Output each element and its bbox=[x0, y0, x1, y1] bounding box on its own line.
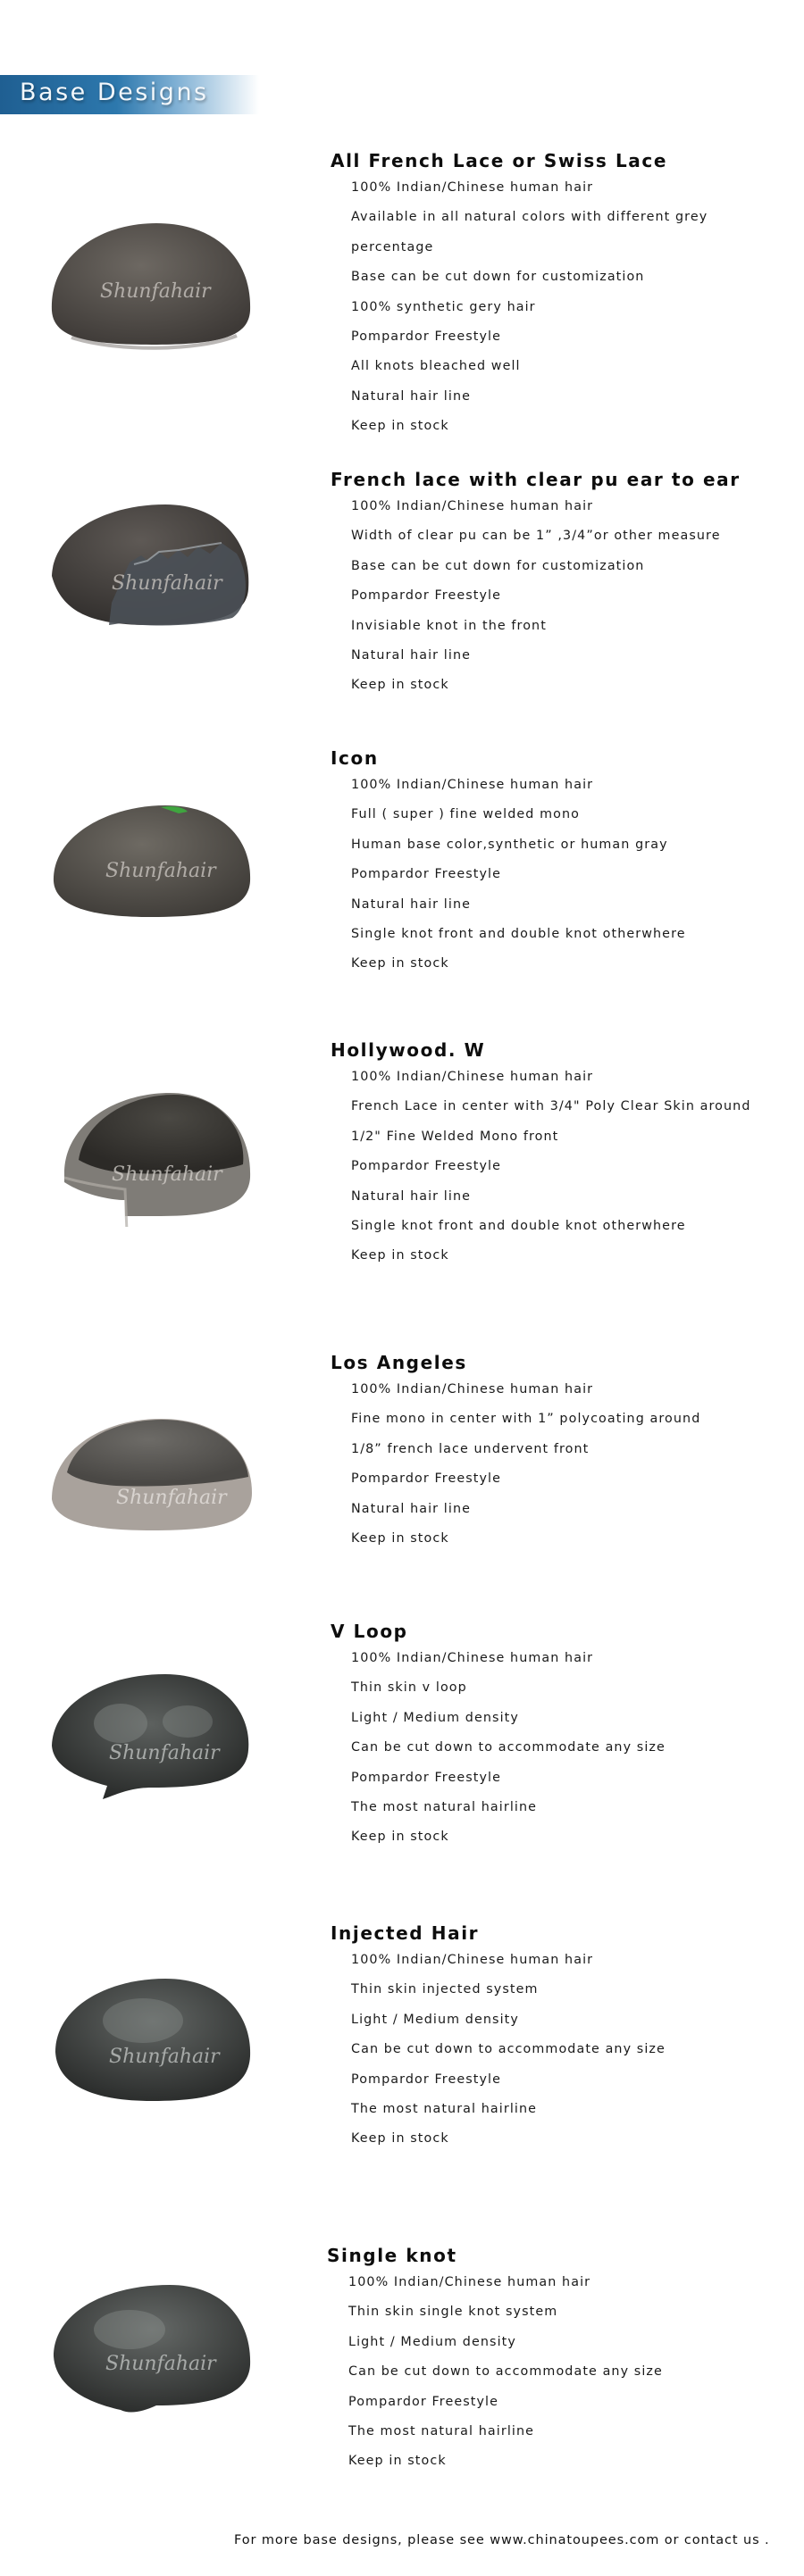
feature-item: Full ( super ) fine welded mono bbox=[351, 807, 580, 822]
feature-item: The most natural hairline bbox=[351, 1799, 538, 1814]
design-title: V Loop bbox=[331, 1621, 408, 1642]
hairpiece-image-single-knot bbox=[45, 2267, 259, 2419]
hairpiece-image-injected-hair bbox=[45, 1963, 259, 2114]
feature-item: 1/2" Fine Welded Mono front bbox=[351, 1129, 559, 1144]
feature-item: All knots bleached well bbox=[351, 359, 521, 374]
feature-item: Light / Medium density bbox=[351, 1710, 519, 1725]
feature-item: Invisiable knot in the front bbox=[351, 618, 547, 633]
design-title: French lace with clear pu ear to ear bbox=[331, 469, 741, 490]
feature-item: Human base color,synthetic or human gray bbox=[351, 837, 668, 852]
design-title: Hollywood. W bbox=[331, 1039, 486, 1061]
feature-item: 100% Indian/Chinese human hair bbox=[351, 1651, 594, 1665]
feature-item: Natural hair line bbox=[351, 896, 471, 912]
feature-list bbox=[351, 1380, 700, 1559]
feature-item: 100% synthetic gery hair bbox=[351, 299, 536, 314]
feature-item: Keep in stock bbox=[351, 1530, 449, 1546]
hairpiece-image-clear-pu bbox=[45, 491, 259, 643]
feature-item: Keep in stock bbox=[351, 2131, 449, 2147]
design-title: Injected Hair bbox=[331, 1922, 480, 1944]
feature-item: Light / Medium density bbox=[351, 2012, 519, 2027]
watermark-text: Shunfahair bbox=[116, 1487, 227, 1509]
feature-item: Fine mono in center with 1” polycoating around bbox=[351, 1412, 701, 1427]
feature-item: 1/8” french lace undervent front bbox=[351, 1441, 590, 1456]
feature-item: Available in all natural colors with different grey bbox=[351, 210, 708, 225]
feature-item: Keep in stock bbox=[348, 2454, 447, 2469]
feature-item: 100% Indian/Chinese human hair bbox=[348, 2275, 591, 2289]
feature-item: Thin skin injected system bbox=[351, 1982, 539, 1997]
feature-item: Base can be cut down for customization bbox=[351, 270, 645, 285]
feature-item: Pompardor Freestyle bbox=[351, 1770, 502, 1785]
feature-item: Can be cut down to accommodate any size bbox=[351, 2042, 666, 2057]
section-banner bbox=[0, 75, 259, 114]
banner-title: Base Designs bbox=[20, 79, 209, 106]
feature-item: Keep in stock bbox=[351, 419, 449, 434]
feature-item: Thin skin v loop bbox=[351, 1680, 467, 1696]
hairpiece-image-v-loop bbox=[45, 1661, 259, 1813]
feature-list bbox=[348, 2273, 663, 2482]
feature-item: 100% Indian/Chinese human hair bbox=[351, 180, 594, 195]
feature-item: Natural hair line bbox=[351, 388, 471, 404]
feature-item: Pompardor Freestyle bbox=[351, 2072, 502, 2087]
feature-list bbox=[351, 1951, 666, 2160]
feature-item: Single knot front and double knot otherwhere bbox=[351, 1218, 686, 1233]
footer-note: For more base designs, please see www.chinatoupees.com or contact us . bbox=[234, 2533, 770, 2547]
feature-item: Pompardor Freestyle bbox=[351, 588, 502, 604]
feature-list bbox=[351, 179, 708, 447]
feature-item: Can be cut down to accommodate any size bbox=[348, 2364, 663, 2380]
feature-item: Keep in stock bbox=[351, 1830, 449, 1845]
feature-item: Natural hair line bbox=[351, 1501, 471, 1516]
watermark-text: Shunfahair bbox=[112, 1163, 222, 1186]
feature-item: Keep in stock bbox=[351, 956, 449, 971]
feature-item: 100% Indian/Chinese human hair bbox=[351, 1382, 594, 1396]
watermark-text: Shunfahair bbox=[100, 280, 211, 303]
watermark-text: Shunfahair bbox=[109, 2046, 220, 2068]
feature-item: Width of clear pu can be 1” ,3/4”or other measure bbox=[351, 529, 721, 544]
feature-item: The most natural hairline bbox=[348, 2423, 535, 2438]
feature-item: Light / Medium density bbox=[348, 2334, 516, 2349]
feature-item: Can be cut down to accommodate any size bbox=[351, 1740, 666, 1755]
hairpiece-image-hollywood-w bbox=[45, 1075, 259, 1227]
watermark-text: Shunfahair bbox=[109, 1742, 220, 1764]
feature-item: percentage bbox=[351, 239, 434, 254]
hairpiece-image-icon bbox=[45, 783, 259, 935]
feature-item: 100% Indian/Chinese human hair bbox=[351, 499, 594, 513]
feature-item: Pompardor Freestyle bbox=[351, 329, 502, 344]
feature-item: 100% Indian/Chinese human hair bbox=[351, 1070, 594, 1084]
watermark-text: Shunfahair bbox=[105, 860, 216, 882]
feature-item: Base can be cut down for customization bbox=[351, 558, 645, 573]
feature-item: French Lace in center with 3/4" Poly Clear Skin around bbox=[351, 1099, 751, 1114]
feature-list bbox=[351, 497, 721, 706]
design-title: All French Lace or Swiss Lace bbox=[331, 150, 668, 171]
feature-item: Thin skin single knot system bbox=[348, 2305, 558, 2320]
feature-item: Keep in stock bbox=[351, 678, 449, 693]
design-title: Los Angeles bbox=[331, 1352, 467, 1373]
watermark-text: Shunfahair bbox=[112, 572, 222, 595]
feature-item: Pompardor Freestyle bbox=[351, 1159, 502, 1174]
feature-item: 100% Indian/Chinese human hair bbox=[351, 1953, 594, 1967]
feature-item: Keep in stock bbox=[351, 1248, 449, 1263]
watermark-text: Shunfahair bbox=[105, 2353, 216, 2375]
feature-item: 100% Indian/Chinese human hair bbox=[351, 778, 594, 792]
feature-item: Pompardor Freestyle bbox=[348, 2394, 499, 2409]
feature-item: Natural hair line bbox=[351, 1188, 471, 1204]
feature-item: Single knot front and double knot otherwhere bbox=[351, 926, 686, 941]
design-title: Icon bbox=[331, 747, 379, 769]
hairpiece-image-french-lace bbox=[45, 204, 259, 355]
feature-list bbox=[351, 1649, 666, 1858]
hairpiece-image-los-angeles bbox=[45, 1388, 259, 1539]
feature-item: The most natural hairline bbox=[351, 2101, 538, 2116]
feature-list bbox=[351, 776, 686, 985]
feature-item: Pompardor Freestyle bbox=[351, 867, 502, 882]
feature-item: Pompardor Freestyle bbox=[351, 1471, 502, 1487]
feature-list bbox=[351, 1068, 751, 1277]
design-title: Single knot bbox=[327, 2245, 457, 2266]
feature-item: Natural hair line bbox=[351, 647, 471, 663]
